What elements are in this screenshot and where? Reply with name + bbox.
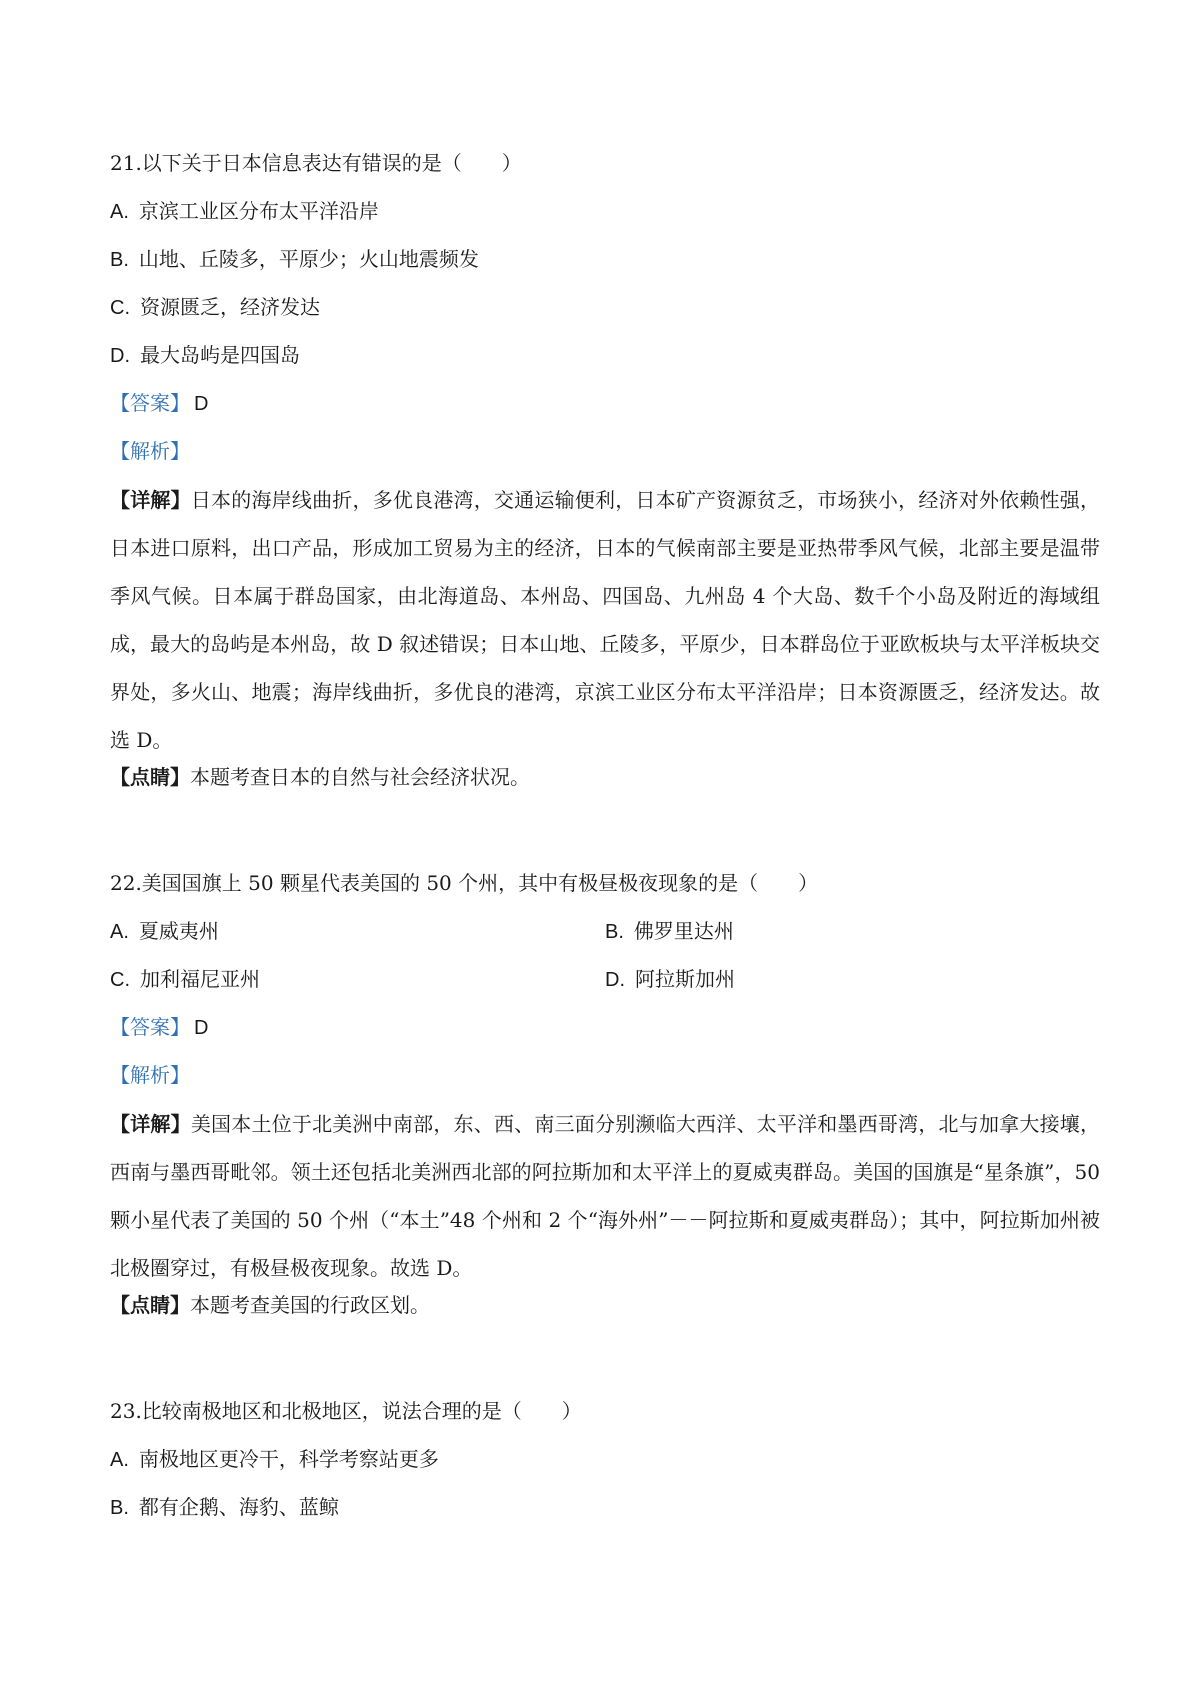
point-label: 【点睛】 — [110, 1293, 190, 1317]
option-letter: B. — [110, 1497, 129, 1519]
option-letter: A. — [110, 201, 129, 223]
option-text: 山地、丘陵多，平原少；火山地震频发 — [138, 247, 479, 271]
detail-paragraph — [110, 1100, 1100, 1292]
option-d — [110, 342, 1100, 390]
detail-text: 美国本土位于北美洲中南部，东、西、南三面分别濒临大西洋、太平洋和墨西哥湾，北与加拿大接壤，西南与墨西哥毗邻。领土还包括北美洲西北部的阿拉斯加和太平洋上的夏威夷群岛。美国的国旗是“星条旗”，50 颗小星代表了美国的 50 个州（“本土”48 个州和 2 个“海外州”－－阿拉斯和夏威夷群岛）；其中，阿拉斯加州被北极圈穿过，有极昼极夜现象。故选 D。 — [110, 1112, 1101, 1280]
option-text: 夏威夷州 — [138, 919, 219, 943]
detail-label: 【详解】 — [110, 1112, 191, 1136]
option-text: 加利福尼亚州 — [140, 967, 260, 991]
question-title: 21.以下关于日本信息表达有错误的是（ ） — [110, 151, 522, 175]
detail-label: 【详解】 — [110, 488, 191, 512]
option-c — [110, 294, 1100, 342]
option-text: 最大岛屿是四国岛 — [140, 343, 300, 367]
option-text: 都有企鹅、海豹、蓝鲸 — [138, 1495, 339, 1519]
answer-value: D — [194, 1017, 209, 1039]
option-text: 南极地区更冷干，科学考察站更多 — [138, 1447, 439, 1471]
option-a — [110, 1446, 1100, 1494]
option-letter: A. — [110, 921, 129, 943]
question-23 — [110, 1398, 1100, 1542]
option-a — [110, 918, 605, 966]
question-21 — [110, 150, 1100, 812]
point-line — [110, 1292, 1100, 1340]
question-22 — [110, 870, 1100, 1340]
option-row — [110, 966, 1100, 1014]
answer-line — [110, 1014, 1100, 1062]
point-text: 本题考查美国的行政区划。 — [190, 1293, 430, 1317]
document-content — [110, 150, 1100, 1542]
analysis-label: 【解析】 — [110, 1063, 190, 1087]
analysis-label: 【解析】 — [110, 439, 190, 463]
point-label: 【点睛】 — [110, 765, 190, 789]
question-title: 23.比较南极地区和北极地区，说法合理的是（ ） — [110, 1399, 582, 1423]
option-text: 京滨工业区分布太平洋沿岸 — [138, 199, 379, 223]
option-b — [110, 246, 1100, 294]
option-text: 阿拉斯加州 — [635, 967, 735, 991]
option-letter: B. — [110, 249, 129, 271]
question-title: 22.美国国旗上 50 颗星代表美国的 50 个州，其中有极昼极夜现象的是（ ） — [110, 871, 819, 895]
detail-paragraph — [110, 476, 1100, 764]
question-spacer — [110, 1340, 1100, 1398]
option-c — [110, 966, 605, 1014]
answer-value: D — [194, 393, 209, 415]
point-text: 本题考查日本的自然与社会经济状况。 — [190, 765, 530, 789]
option-row — [110, 918, 1100, 966]
point-line — [110, 764, 1100, 812]
answer-label: 【答案】 — [110, 1015, 190, 1039]
option-b — [110, 1494, 1100, 1542]
question-spacer — [110, 812, 1100, 870]
option-letter: C. — [110, 297, 130, 319]
option-letter: C. — [110, 969, 130, 991]
option-a — [110, 198, 1100, 246]
detail-text: 日本的海岸线曲折，多优良港湾，交通运输便利，日本矿产资源贫乏，市场狭小，经济对外依赖性强，日本进口原料，出口产品，形成加工贸易为主的经济，日本的气候南部主要是亚热带季风气候，北部主要是温带季风气候。日本属于群岛国家，由北海道岛、本州岛、四国岛、九州岛 4 个大岛、数千个小岛及附近的海域组成，最大的岛屿是本州岛，故 D 叙述错误；日本山地、丘陵多，平原少，日本群岛位于亚欧板块与太平洋板块交界处，多火山、地震；海岸线曲折，多优良的港湾，京滨工业区分布太平洋沿岸；日本资源匮乏，经济发达。故选 D。 — [110, 488, 1101, 752]
option-b — [605, 918, 1100, 966]
option-letter: D. — [605, 969, 625, 991]
option-text: 佛罗里达州 — [633, 919, 734, 943]
option-letter: D. — [110, 345, 130, 367]
option-letter: A. — [110, 1449, 129, 1471]
option-text: 资源匮乏，经济发达 — [140, 295, 320, 319]
answer-label: 【答案】 — [110, 391, 190, 415]
answer-line — [110, 390, 1100, 438]
option-d — [605, 966, 1100, 1014]
option-letter: B. — [605, 921, 624, 943]
